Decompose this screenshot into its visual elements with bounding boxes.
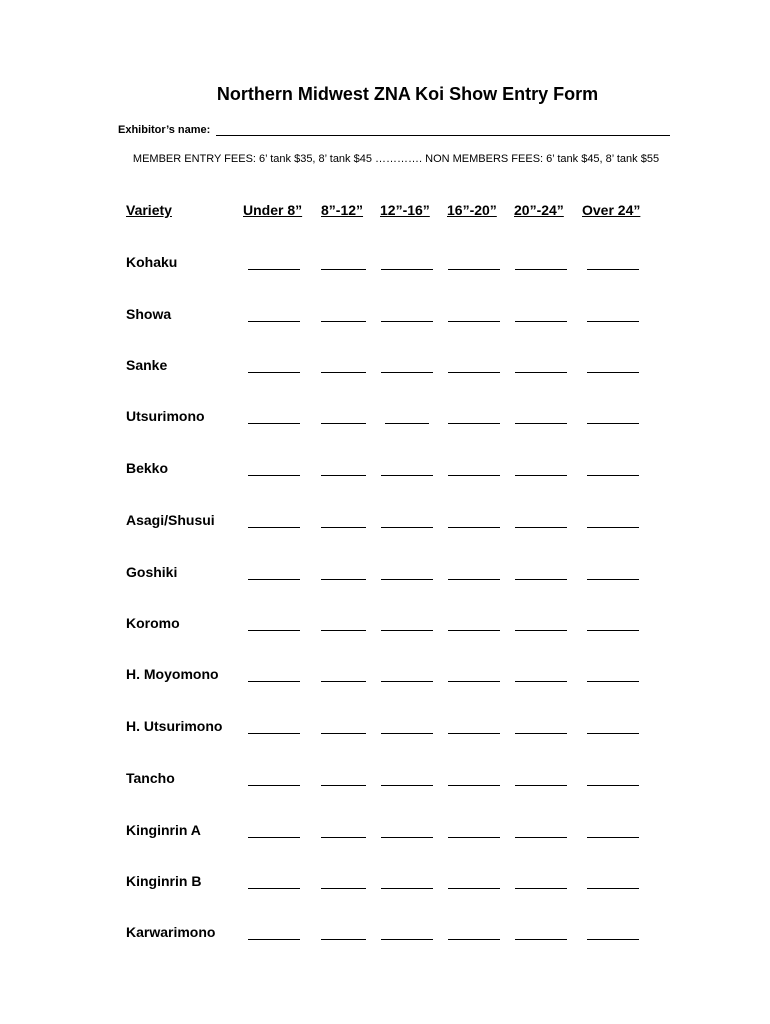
entry-blank-16-20[interactable] (448, 321, 500, 322)
entry-blank-under-8[interactable] (248, 475, 300, 476)
entry-blank-12-16[interactable] (385, 423, 429, 424)
entry-blank-over-24[interactable] (587, 939, 639, 940)
entry-blank-12-16[interactable] (381, 939, 433, 940)
entry-blank-12-16[interactable] (381, 888, 433, 889)
entry-blank-under-8[interactable] (248, 423, 300, 424)
variety-label: Karwarimono (126, 924, 216, 940)
entry-blank-16-20[interactable] (448, 630, 500, 631)
header-12-16: 12”-16” (380, 202, 430, 218)
entry-blank-12-16[interactable] (381, 269, 433, 270)
entry-blank-under-8[interactable] (248, 630, 300, 631)
variety-label: Tancho (126, 770, 175, 786)
entry-blank-20-24[interactable] (515, 733, 567, 734)
header-under-8: Under 8” (243, 202, 303, 218)
entry-blank-12-16[interactable] (381, 630, 433, 631)
entry-blank-12-16[interactable] (381, 785, 433, 786)
entry-blank-20-24[interactable] (515, 423, 567, 424)
entry-blank-over-24[interactable] (587, 321, 639, 322)
entry-blank-8-12[interactable] (321, 939, 366, 940)
entry-blank-16-20[interactable] (448, 269, 500, 270)
entry-blank-8-12[interactable] (321, 475, 366, 476)
entry-blank-16-20[interactable] (448, 888, 500, 889)
entry-blank-under-8[interactable] (248, 785, 300, 786)
entry-blank-20-24[interactable] (515, 630, 567, 631)
entry-blank-20-24[interactable] (515, 527, 567, 528)
form-title: Northern Midwest ZNA Koi Show Entry Form (216, 84, 599, 104)
entry-blank-over-24[interactable] (587, 733, 639, 734)
entry-blank-12-16[interactable] (381, 527, 433, 528)
entry-blank-under-8[interactable] (248, 888, 300, 889)
entry-blank-over-24[interactable] (587, 372, 639, 373)
entry-blank-8-12[interactable] (321, 423, 366, 424)
header-over-24: Over 24” (582, 202, 641, 218)
entry-blank-under-8[interactable] (248, 733, 300, 734)
entry-blank-12-16[interactable] (381, 372, 433, 373)
entry-blank-under-8[interactable] (248, 837, 300, 838)
entry-blank-8-12[interactable] (321, 579, 366, 580)
entry-blank-over-24[interactable] (587, 630, 639, 631)
header-8-12: 8”-12” (321, 202, 364, 218)
entry-blank-over-24[interactable] (587, 837, 639, 838)
entry-blank-20-24[interactable] (515, 269, 567, 270)
entry-blank-20-24[interactable] (515, 372, 567, 373)
header-variety: Variety (126, 202, 172, 218)
entry-blank-20-24[interactable] (515, 888, 567, 889)
entry-blank-over-24[interactable] (587, 527, 639, 528)
entry-blank-8-12[interactable] (321, 733, 366, 734)
entry-blank-16-20[interactable] (448, 527, 500, 528)
variety-label: Kinginrin A (126, 822, 201, 838)
entry-blank-16-20[interactable] (448, 939, 500, 940)
entry-blank-20-24[interactable] (515, 939, 567, 940)
entry-blank-8-12[interactable] (321, 321, 366, 322)
entry-blank-20-24[interactable] (515, 837, 567, 838)
entry-blank-20-24[interactable] (515, 321, 567, 322)
entry-blank-12-16[interactable] (381, 733, 433, 734)
variety-label: H. Moyomono (126, 666, 219, 682)
entry-blank-20-24[interactable] (515, 681, 567, 682)
entry-blank-8-12[interactable] (321, 785, 366, 786)
entry-blank-16-20[interactable] (448, 681, 500, 682)
entry-blank-8-12[interactable] (321, 630, 366, 631)
entry-blank-under-8[interactable] (248, 579, 300, 580)
variety-label: Asagi/Shusui (126, 512, 215, 528)
variety-label: Kinginrin B (126, 873, 202, 889)
entry-blank-8-12[interactable] (321, 372, 366, 373)
entry-blank-under-8[interactable] (248, 527, 300, 528)
entry-blank-over-24[interactable] (587, 888, 639, 889)
variety-label: Koromo (126, 615, 180, 631)
entry-fees-text: MEMBER ENTRY FEES: 6’ tank $35, 8’ tank $45 …………. NON MEMBERS FEES: 6’ tank $45, 8’ tank $55 (132, 153, 660, 165)
variety-label: Utsurimono (126, 408, 205, 424)
entry-blank-over-24[interactable] (587, 579, 639, 580)
entry-blank-20-24[interactable] (515, 579, 567, 580)
entry-blank-over-24[interactable] (587, 269, 639, 270)
entry-blank-20-24[interactable] (515, 475, 567, 476)
entry-blank-16-20[interactable] (448, 423, 500, 424)
entry-blank-12-16[interactable] (381, 681, 433, 682)
variety-label: Goshiki (126, 564, 178, 580)
exhibitor-name-row (118, 124, 670, 136)
entry-blank-under-8[interactable] (248, 681, 300, 682)
entry-blank-over-24[interactable] (587, 785, 639, 786)
entry-blank-12-16[interactable] (381, 475, 433, 476)
entry-blank-under-8[interactable] (248, 269, 300, 270)
entry-blank-under-8[interactable] (248, 321, 300, 322)
entry-blank-16-20[interactable] (448, 785, 500, 786)
entry-blank-8-12[interactable] (321, 681, 366, 682)
header-16-20: 16”-20” (447, 202, 497, 218)
entry-blank-12-16[interactable] (381, 579, 433, 580)
entry-blank-8-12[interactable] (321, 837, 366, 838)
entry-blank-under-8[interactable] (248, 939, 300, 940)
variety-label: Showa (126, 306, 172, 322)
entry-blank-16-20[interactable] (448, 837, 500, 838)
entry-blank-8-12[interactable] (321, 888, 366, 889)
entry-blank-20-24[interactable] (515, 785, 567, 786)
entry-blank-8-12[interactable] (321, 269, 366, 270)
entry-blank-16-20[interactable] (448, 733, 500, 734)
header-20-24: 20”-24” (514, 202, 564, 218)
entry-blank-over-24[interactable] (587, 475, 639, 476)
entry-blank-16-20[interactable] (448, 475, 500, 476)
variety-label: H. Utsurimono (126, 718, 223, 734)
exhibitor-name-label: Exhibitor’s name: (118, 124, 211, 136)
entry-blank-16-20[interactable] (448, 579, 500, 580)
variety-label: Bekko (126, 460, 169, 476)
variety-label: Sanke (126, 357, 168, 373)
entry-blank-12-16[interactable] (381, 837, 433, 838)
entry-blank-under-8[interactable] (248, 372, 300, 373)
entry-blank-over-24[interactable] (587, 681, 639, 682)
entry-blank-12-16[interactable] (381, 321, 433, 322)
entry-blank-16-20[interactable] (448, 372, 500, 373)
variety-label: Kohaku (126, 254, 178, 270)
entry-blank-8-12[interactable] (321, 527, 366, 528)
entry-blank-over-24[interactable] (587, 423, 639, 424)
exhibitor-name-field[interactable] (216, 125, 670, 136)
